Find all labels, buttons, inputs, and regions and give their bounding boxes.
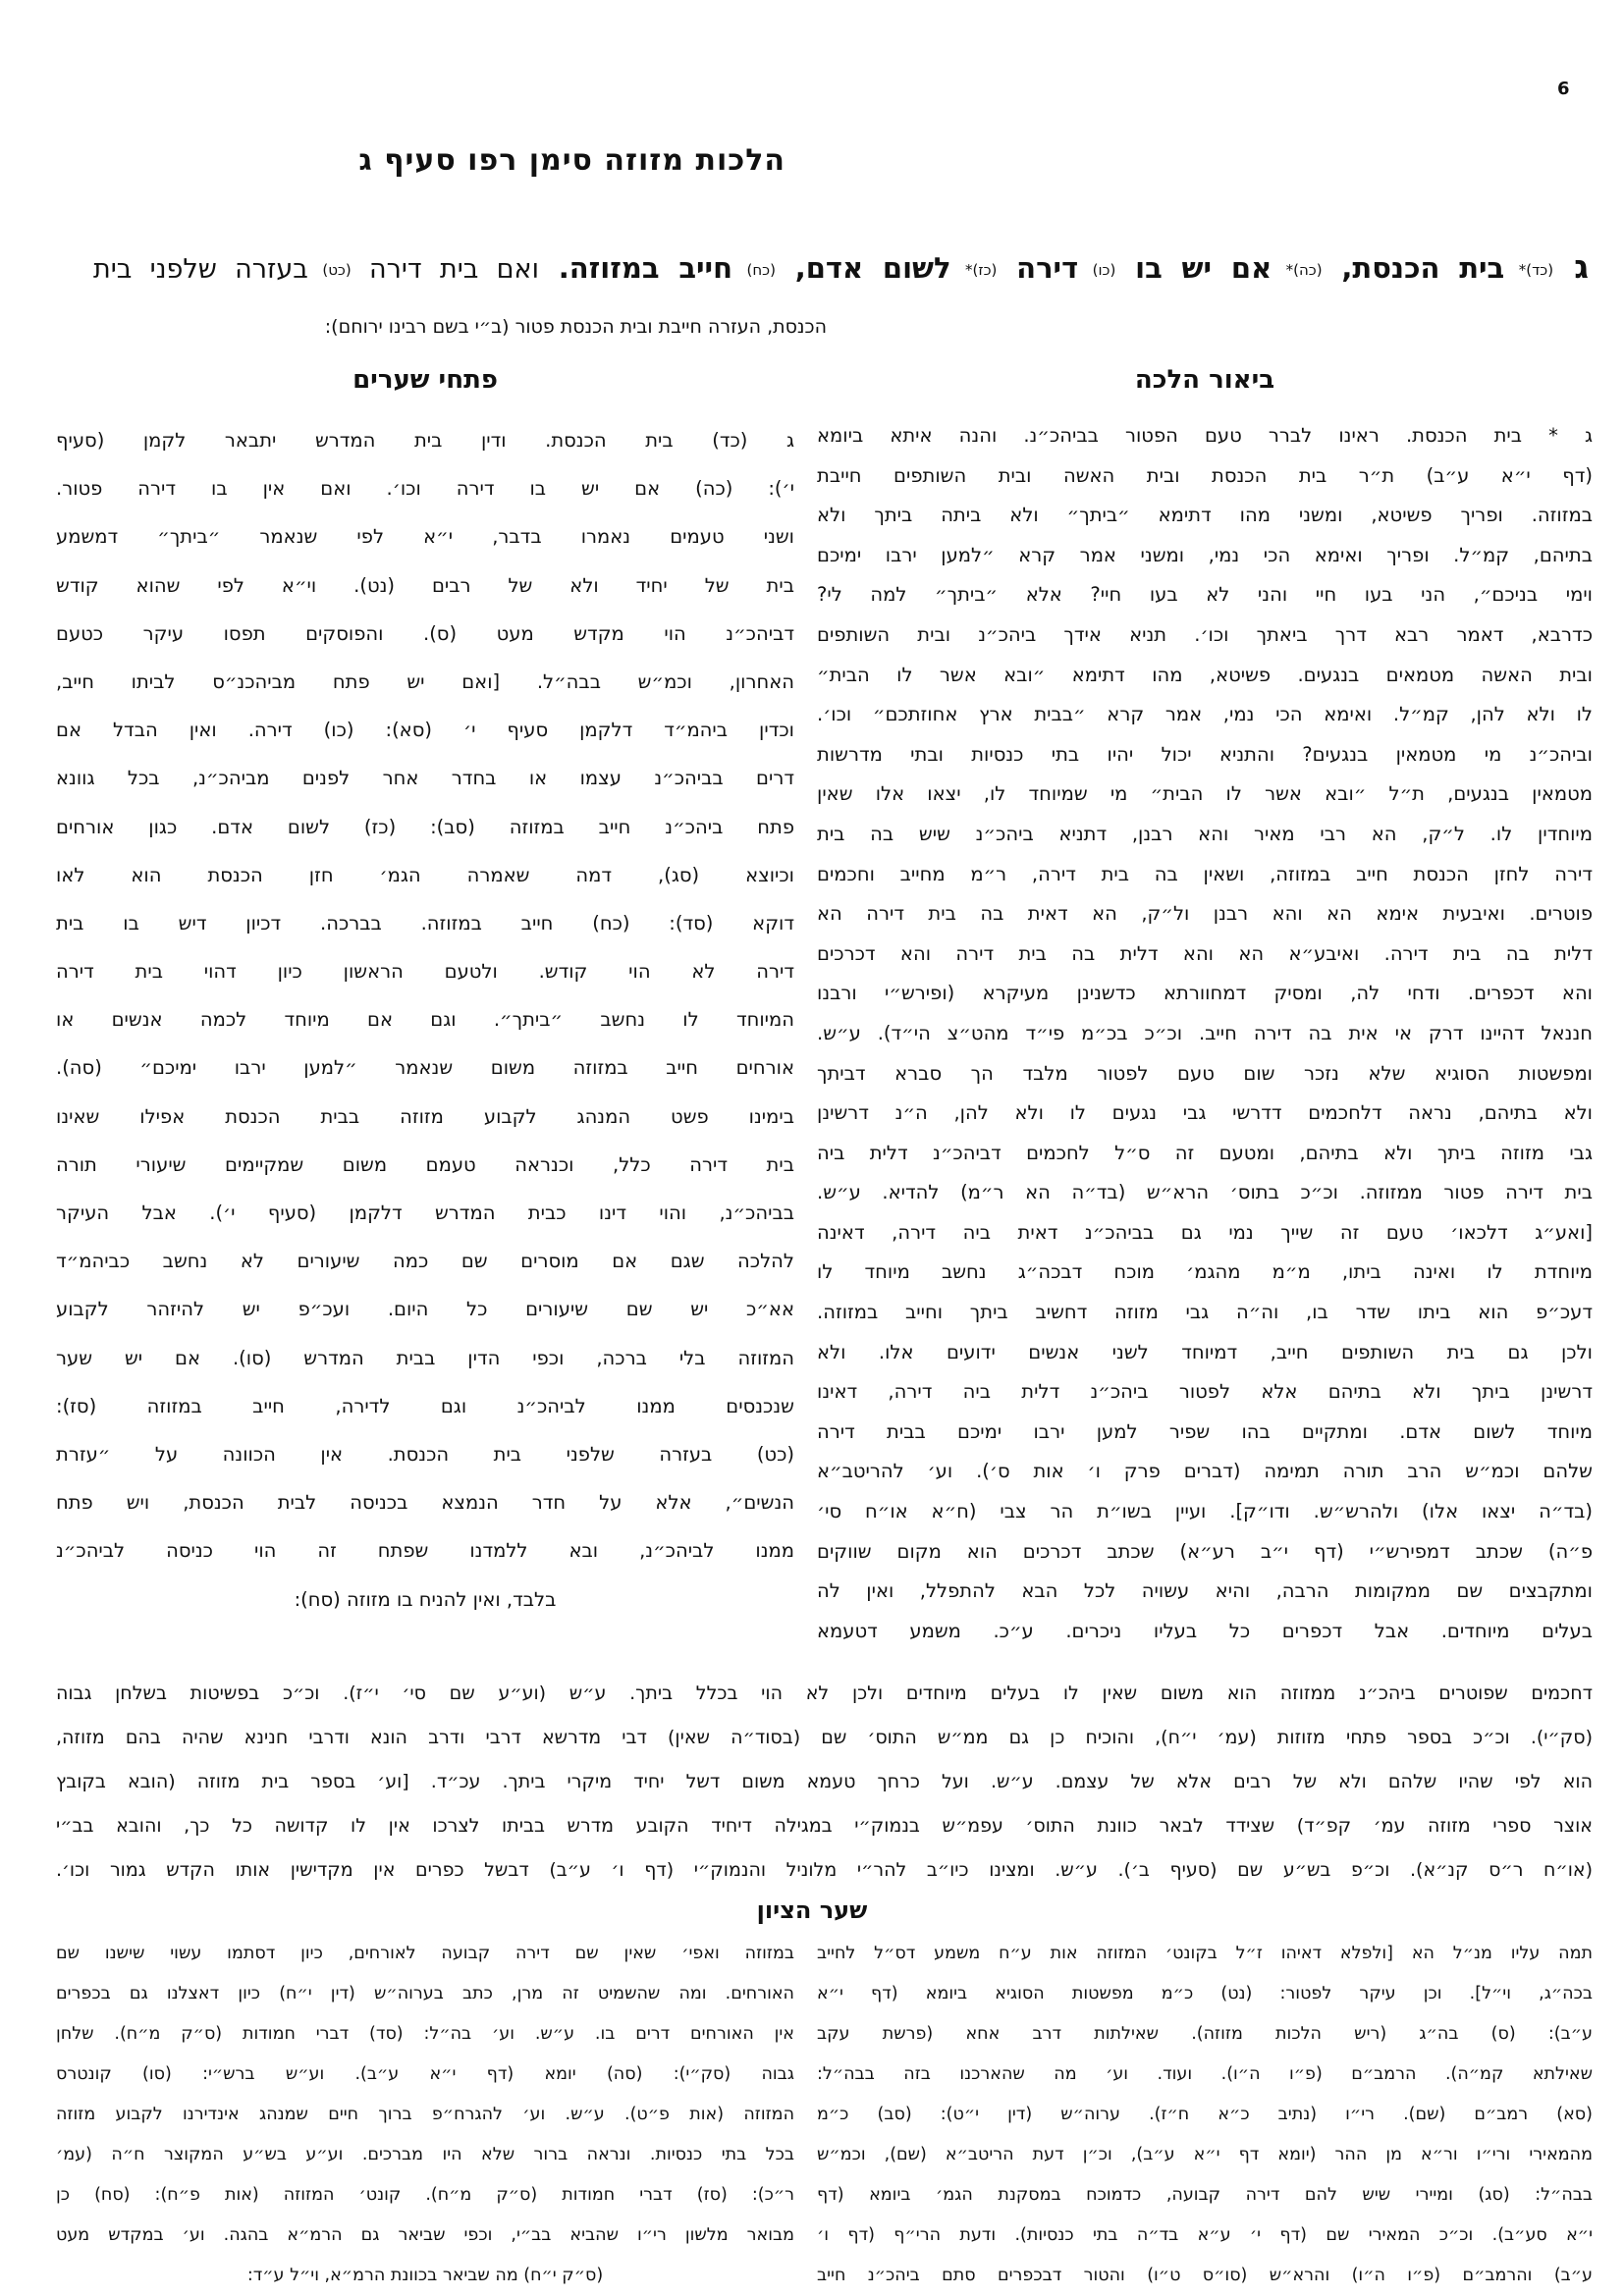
shulchan-aruch-segment: (כה)* [1272, 261, 1323, 279]
pitchei-shearim-text-line: אורחים חייב במזוזה משום שנאמר ״למען ירבו ימיכם״ (סה). [56, 1056, 794, 1080]
biur-halacha-continuation [56, 1672, 1593, 1893]
shaar-hatzion-right-column [817, 1934, 1593, 2296]
biur-halacha-text-line: ג * בית הכנסת. ראינו לברר טעם הפטור בביהכ״נ. והנה איתא ביומא [817, 424, 1593, 447]
shulchan-aruch-segment: (כח) [732, 261, 776, 279]
pitchei-shearim-text-line: דרים בביהכ״נ עצמו או בחדר אחר לפנים מביהכ״נ, בכל גוונא [56, 767, 794, 790]
biur-halacha-text-line: שלהם וכמ״ש הרב תורה תמימה (דברים פרק ו׳ אות ס׳). וע׳ להריטב״א [817, 1460, 1593, 1483]
pitchei-shearim-text-line: בית של יחיד ולא של רבים (נט). וי״א לפי שהוא קודש [56, 573, 794, 597]
shaar-hatzion-text-line: ע״ב) והרמב״ם (פ״ו ה״ו) והרא״ש (סו״ס ט״ו) והטור דבכפרים סתם ביהכ״נ חייב [817, 2266, 1593, 2285]
pitchei-shearim-text-line: המיוחד לו נחשב ״ביתך״. וגם אם מיוחד לכמה אנשים או [56, 1008, 794, 1032]
biur-halacha-text-line: בית דירה פטור ממזוזה. וכ״כ בתוס׳ הרא״ש (בד״ה הא ר״מ) להדיא. ע״ש. [817, 1181, 1593, 1204]
shaar-hatzion-text-line: מבואר מלשון רי״ו שהביא בב״י, וכפי שביאר גם הרמ״א בהגה. וע׳ במקדש מעט [56, 2225, 794, 2245]
shulchan-aruch-segment: לשום אדם, [775, 251, 951, 285]
pitchei-shearim-text-line: ושני טעמים נאמרו בדבר, י״א לפי שנאמר ״ביתך״ דמשמע [56, 525, 794, 549]
biur-halacha-header: ביאור הלכה [1134, 365, 1275, 395]
pitchei-shearim-text-line: וכיוצא (סג), דמה שאמרה הגמ׳ חזן הכנסת הוא לאו [56, 863, 794, 886]
page-title: הלכות מזוזה סימן רפו סעיף ג [358, 143, 785, 178]
shaar-hatzion-last-line: (ס״ק י״ח) מה שביאר בכוונת הרמ״א, וי״ל ע״ד: [246, 2266, 604, 2285]
pitchei-shearim-text-line: בית דירה כלל, וכנראה טעמם משום שמקיימים שיעורי תורה [56, 1152, 794, 1176]
biur-halacha-continuation-line: הוא לפי שהיו שלהם ולא של רבים אלא של עצמם. ע״ש. ועל כרחך טעמא משום דשל יחיד מיקרי ביתך. עכ״ד. [וע׳ בספר בית מזוזה (הובא בקובץ [56, 1771, 1593, 1792]
pitchei-shearim-text-line: ממנו לביהכ״נ, ובא ללמדנו שפתח זה הוי כניסה לביהכ״נ [56, 1539, 794, 1563]
biur-halacha-text-line: ולכן גם בית השותפים חייב, דמיוחד לשני אנשים ידועים אלו. ולא [817, 1340, 1593, 1363]
biur-halacha-text-line: ומתקבצים שם ממקומות הרבה, והיא עשויה לכל הבא להתפלל, ואין לה [817, 1579, 1593, 1603]
biur-halacha-text-line: מיוחד לשום אדם. ומתקיים בהו שפיר למען ירבו ימיכם בבית דירה [817, 1419, 1593, 1443]
biur-halacha-continuation-line: (סק״י). וכ״כ בספר פתחי מזוזות (עמ׳ י״ח), והוכיח כן גם ממ״ש התוס׳ שם (בסוד״ה שאין) דבי מדרשא דרבי ודרב הונא ודרבי חנינא שהיה בהם מזוזה, [56, 1727, 1593, 1748]
biur-halacha-continuation-line: דחכמים שפוטרים ביהכ״נ ממזוזה הוא משום שאין לו בעלים מיוחדים ולכן לא הוי בכלל ביתך. ע״ש (וע״ע שם סי׳ י״ז). וכ״כ בפשיטות בשלחן גבוה [56, 1682, 1593, 1704]
biur-halacha-text-line: דרשינן ביתך ולא בתיהם אלא לפטור ביהכ״נ דלית ביה דירה, דאינו [817, 1380, 1593, 1404]
pitchei-shearim-text-line: ג (כד) בית הכנסת. ודין בית המדרש יתבאר לקמן (סעיף [56, 429, 794, 452]
biur-halacha-continuation-line: אוצר ספרי מזוזה עמ׳ קפ״ד) שצידד לבאר כוונת התוס׳ עפמ״ש בנמוק״י במגילה דיחיד הקובע מדרש בביתו לצרכו אין לו קדושה כל כך, והובא בב״י [56, 1815, 1593, 1837]
shaar-hatzion-text-line: ר״כ): (סז) דברי חמודות (ס״ק מ״ח). קונט׳ המזוזה (אות פ״ח): (סח) כן [56, 2185, 794, 2205]
pitchei-shearim-text-line: המזוזה בלי ברכה, וכפי הדין בבית המדרש (סו). אם יש שער [56, 1346, 794, 1369]
shaar-hatzion-text-line: האורחים. ומה שהשמיט זה מרן, כתב בערוה״ש (דין י״ח) כיון דאצלנו גם בכפרים [56, 1984, 794, 2003]
shulchan-aruch-segment: בעזרה שלפני בית [93, 254, 308, 285]
pitchei-shearim-text-line: י׳): (כה) אם יש בו דירה וכו׳. ואם אין בו דירה פטור. [56, 477, 794, 501]
biur-halacha-text-line: במזוזה. ופריך פשיטא, ומשני מהו דתימא ״ביתך״ ולא ביתה ביתך ולא [817, 504, 1593, 527]
biur-halacha-text-line: מטמאין בנגעים, ת״ל ״ובא אשר לו הבית״ מי שמיוחד לו, יצאו אלו שאין [817, 782, 1593, 806]
shaar-hatzion-text-line: המזוזה (אות פ״ט). ע״ש. וע׳ להגרח״פ ברוך חיים שמנהג אינדירנו לקבוע מזוזה [56, 2105, 794, 2124]
pitchei-shearim-text-line: להלכה שגם אם מוסרים שם כמה שיעורים לא נחשב כביהמ״ד [56, 1250, 794, 1273]
biur-halacha-text-line: חננאל דהיינו דרק אי אית בה דירה חייב. וכ״כ בכ״מ פי״ד מהט״צ הי״ד). ע״ש. [817, 1021, 1593, 1044]
shaar-hatzion-text-line: שאילתא קמ״ה). הרמב״ם (פ״ו ה״ו). ועוד. וע׳ מה שהארכנו בזה בבה״ל: [817, 2064, 1593, 2084]
shulchan-aruch-segment: (כד)* [1504, 261, 1554, 279]
biur-halacha-text-line: והא דכפרים. ודחי לה, ומסיק דמחוורתא כדשנינן מעיקרא (ופירש״י ורבנו [817, 982, 1593, 1005]
biur-halacha-text-line: מיוחדת לו ואינה ביתו, מ״מ מהגמ׳ מוכח דבכה״ג נחשב מיוחד לו [817, 1260, 1593, 1284]
pitchei-shearim-text-line: דירה לא הוי קודש. ולטעם הראשון כיון דהוי בית דירה [56, 960, 794, 984]
shulchan-aruch-text-line1 [93, 247, 1589, 290]
pitchei-shearim-text-line: דוקא (סד): (כח) חייב במזוזה. בברכה. דכיון דיש בו בית [56, 911, 794, 934]
biur-halacha-text-line: ומפשטות הסוגיא שלא נזכר שום טעם לפטור מלבד הך סברא דביתך [817, 1061, 1593, 1085]
biur-halacha-text-line: ובית האשה מטמאים בנגעים. פשיטא, מהו דתימא ״ובא אשר לו הבית״ [817, 663, 1593, 686]
biur-halacha-text-line: ולא בתיהם, נראה דלחכמים דדרשי גבי נגעים לו ולא להן, ה״נ דרשינן [817, 1101, 1593, 1125]
shulchan-aruch-segment: ג [1553, 247, 1589, 286]
biur-halacha-text-line: כדרבא, דאמר רבא דרך ביאתך וכו׳. תניא אידך ביהכ״נ ובית השותפים [817, 622, 1593, 646]
biur-halacha-text-line: דירה לחזן הכנסת חייב במזוזה, ושאין בה בית דירה, ר״מ מחייב וחכמים [817, 862, 1593, 885]
biur-halacha-text-line: גבי מזוזה ביתך ולא בתיהם, ומטעם זה ס״ל לחכמים דביהכ״נ דלית ביה [817, 1141, 1593, 1164]
pitchei-shearim-text-line: דביהכ״נ הוי מקדש מעט (ס). והפוסקים תפסו עיקר כטעם [56, 621, 794, 645]
biur-halacha-text-line: (בד״ה יצאו אלו) ולהרש״ש. ודו״ק]. ועיין בשו״ת הר צבי (ח״א או״ח סי׳ [817, 1500, 1593, 1523]
pitchei-shearim-text-line: בביהכ״נ, והוי דינו כבית המדרש דלקמן (סעיף י׳). אבל העיקר [56, 1201, 794, 1224]
biur-halacha-column [817, 416, 1593, 1651]
shaar-hatzion-text-line: אין האורחים דרים בו. ע״ש. וע׳ בה״ל: (סד) דברי חמודות (ס״ק מ״ח). שלחן [56, 2024, 794, 2044]
biur-halacha-text-line: וימי בניכם״, הני בעו חיי והני לא בעו חיי? אלא ״ביתך״ למה לי? [817, 583, 1593, 607]
shaar-hatzion-text-line: גבוה (סק״י): (סה) יומא (דף י״א ע״ב). וע״ש ברש״י: (סו) קונטרס [56, 2064, 794, 2084]
shulchan-aruch-segment: (כו) [1078, 261, 1116, 279]
shulchan-aruch-segment: חייב במזוזה. [538, 251, 733, 285]
shaar-hatzion-text-line: י״א סע״ב). וכ״כ המאירי שם (דף י׳ ע״א בד״ה בתי כנסיות). ודעת הרי״ף (דף ו׳ [817, 2225, 1593, 2245]
shulchan-aruch-segment: (כז)* [950, 261, 998, 279]
shulchan-aruch-segment: בית הכנסת, [1322, 251, 1505, 285]
pitchei-shearim-text-line: אא״כ יש שם שיעורים כל היום. ועכ״פ יש להיזהר לקבוע [56, 1298, 794, 1321]
shaar-hatzion-text-line: תמה עליו מנ״ל הא [ולפלא דאיהו ז״ל בקונט׳ המזוזה אות ע״ח משמע דס״ל לחייב [817, 1944, 1593, 1963]
biur-halacha-text-line: פוטרים. ואיבעית אימא הא והא רבנן ול״ק, הא דאית בה בית דירה הא [817, 902, 1593, 926]
biur-halacha-text-line: בתיהם, קמ״ל. ופריך ואימא הכי נמי, ומשני אמר קרא ״למען ירבו ימיכם [817, 543, 1593, 566]
biur-halacha-text-line: (דף י״א ע״ב) ת״ר בית הכנסת ובית האשה ובית השותפים חייבת [817, 463, 1593, 487]
shaar-hatzion-text-line: (סא) רמב״ם (שם). רי״ו (נתיב כ״א ח״ז). ערוה״ש (דין י״ט): (סב) כ״מ [817, 2105, 1593, 2124]
biur-halacha-text-line: וביהכ״נ מי מטמאין בנגעים? והתניא יכול יהיו בתי כנסיות ובתי מדרשות [817, 742, 1593, 766]
biur-halacha-text-line: בעלים מיוחדים. אבל דכפרים כל בעליו ניכרים. ע״כ. משמע דטעמא [817, 1619, 1593, 1642]
pitchei-shearim-text-line: שנכנסים ממנו לביהכ״נ וגם לדירה, חייב במזוזה (סז): [56, 1394, 794, 1417]
pitchei-shearim-text-line: פתח ביהכ״נ חייב במזוזה (סב): (כז) לשום אדם. כגון אורחים [56, 815, 794, 838]
shulchan-aruch-segment: אם יש בו [1115, 251, 1272, 285]
shaar-hatzion-text-line: ע״ב): (ס) בה״ג (ריש הלכות מזוזה). שאילתות דרב אחא (פרשת עקב [817, 2024, 1593, 2044]
page-number: 6 [1557, 79, 1570, 99]
shaar-hatzion-text-line: בבה״ל: (סג) ומיירי שיש להם דירה קבועה, כדמוכח במסקנת הגמ׳ ביומא (דף [817, 2185, 1593, 2205]
biur-halacha-text-line: לו ולא להן, קמ״ל. ואימא הכי נמי, אמר קרא ״בבית ארץ אחוזתכם״ וכו׳. [817, 703, 1593, 726]
shulchan-aruch-segment: ואם בית דירה [351, 254, 539, 285]
shaar-hatzion-left-column [56, 1934, 794, 2256]
shaar-hatzion-text-line: בכה״ג, וי״ל]. וכן עיקר לפטור: (נט) כ״מ מפשטות הסוגיא ביומא (דף י״א [817, 1984, 1593, 2003]
pitchei-shearim-text-line: וכדין ביהמ״ד דלקמן סעיף י׳ (סא): (כו) דירה. ואין הבדל אם [56, 719, 794, 742]
pitchei-shearim-text-line: הנשים״, אלא על חדר הנמצא בכניסה לבית הכנסת, ויש פתח [56, 1491, 794, 1515]
biur-halacha-text-line: מיוחדין לו. ל״ק, הא רבי מאיר והא רבנן, דתניא ביהכ״נ שיש בה בית [817, 822, 1593, 845]
pitchei-shearim-header: פתחי שערים [352, 365, 498, 395]
biur-halacha-text-line: [ואע״ג דלכאו׳ טעם זה שייך נמי גם בביהכ״נ דאית ביה דירה, דאינה [817, 1220, 1593, 1244]
biur-halacha-text-line: דעכ״פ הוא ביתו שדר בו, וה״ה גבי מזוזה דחשיב ביתך וחייב במזוזה. [817, 1301, 1593, 1324]
shaar-hatzion-header: שער הציון [756, 1896, 868, 1924]
shaar-hatzion-text-line: בכל בתי כנסיות. ונראה ברור שלא היו מברכים. וע״ע בש״ע המקוצר ח״ה (עמ׳ [56, 2145, 794, 2164]
shulchan-aruch-segment: דירה [997, 251, 1079, 285]
pitchei-shearim-text-line: (כט) בעזרה שלפני בית הכנסת. אין הכוונה על ״עזרת [56, 1442, 794, 1466]
biur-halacha-text-line: פ״ה) שכתב דמפירש״י (דף י״ב רע״א) שכתב דכרכים הוא מקום שווקים [817, 1539, 1593, 1563]
shulchan-aruch-text-line2: הכנסת, העזרה חייבת ובית הכנסת פטור (ב״י בשם רבינו ירוחם): [324, 316, 827, 338]
pitchei-shearim-text-line: האחרון, וכמ״ש בבה״ל. [ואם יש פתח מביהכנ״ס לביתו חייב, [56, 669, 794, 693]
biur-halacha-text-line: דלית בה בית דירה. ואיבע״א הא והא דלית בה בית דירה והא דכרכים [817, 941, 1593, 965]
shulchan-aruch-segment: (כט) [307, 261, 352, 279]
pitchei-shearim-text-line: בימינו פשט המנהג לקבוע מזוזה בבית הכנסת אפילו שאינו [56, 1104, 794, 1128]
pitchei-shearim-last-line: בלבד, ואין להניח בו מזוזה (סח): [294, 1588, 557, 1611]
shaar-hatzion-text-line: במזוזה ואפי׳ שאין שם דירה קבועה לאורחים, כיון דסתמו עשוי שישנו שם [56, 1944, 794, 1963]
shaar-hatzion-text-line: מהמאירי ורי״ו ור״א מן ההר (יומא דף י״א ע״ב), וכ״ן דעת הריטב״א (שם), וכמ״ש [817, 2145, 1593, 2164]
pitchei-shearim-column [56, 416, 794, 1575]
biur-halacha-continuation-line: (או״ח ר״ס קנ״א). וכ״פ בש״ע שם (סעיף ב׳). ע״ש. ומצינו כיו״ב להר״י מלוניל והנמוק״י (דף ו׳ ע״ב) דבשל כפרים אין מקדישין אותו הקדש גמור וכו׳. [56, 1859, 1593, 1881]
